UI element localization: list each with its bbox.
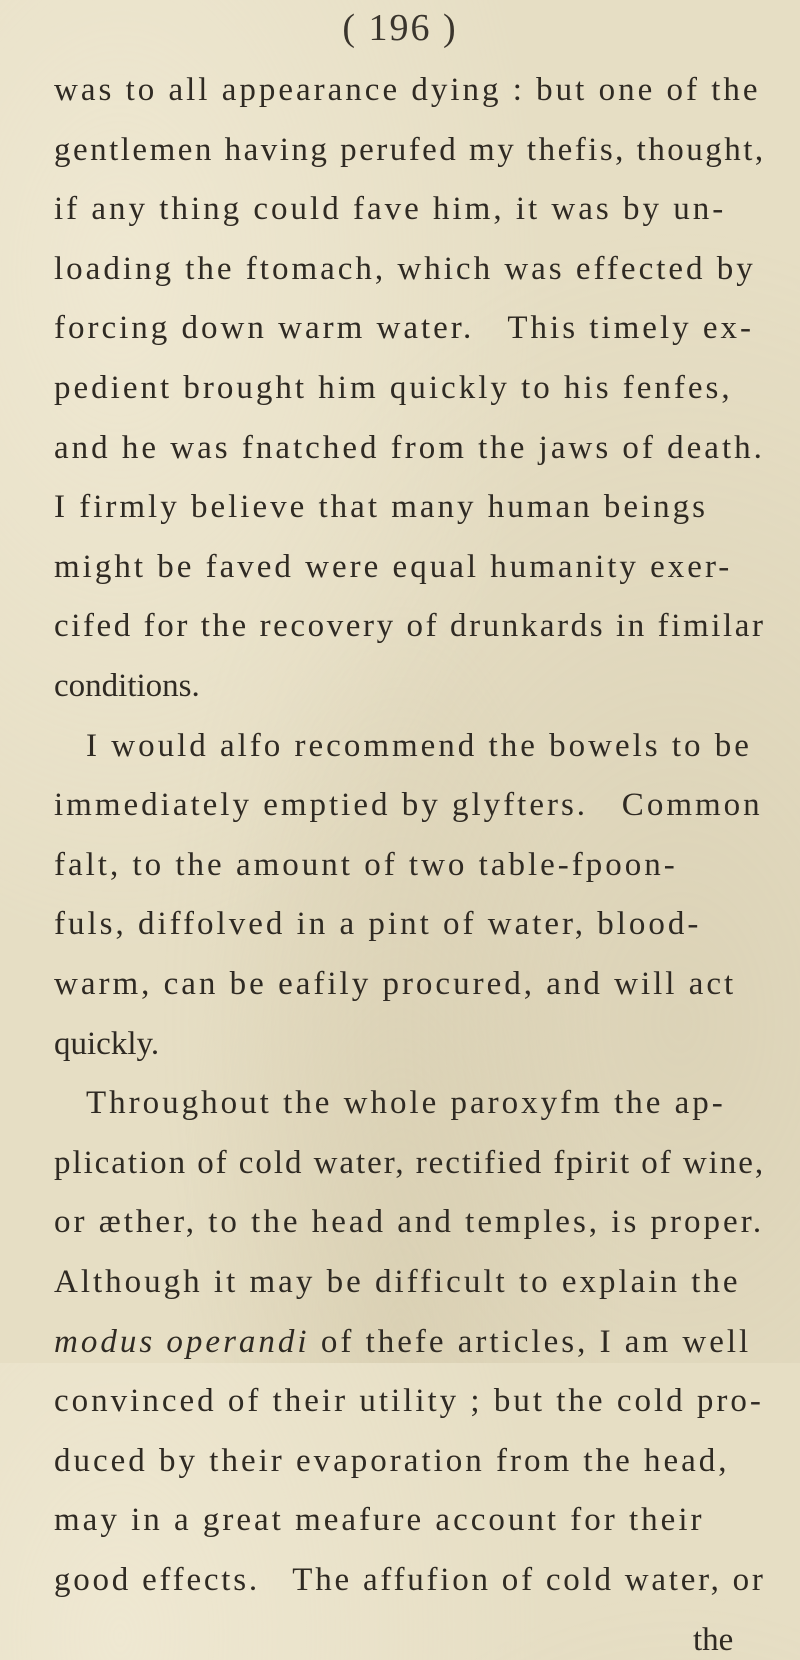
page-number: ( 196 ): [342, 7, 458, 49]
text-line-17: quickly.: [54, 1026, 160, 1062]
text-line-19: plication of cold water, rectified fpirit of wine,: [54, 1145, 766, 1181]
text-line-27: the: [693, 1622, 734, 1658]
text-line-14: falt, to the amount of two table-fpoon-: [54, 847, 678, 883]
text-line-5: forcing down warm water. This timely ex-: [54, 310, 755, 346]
text-line-23: convinced of their utility ; but the cold pro-: [54, 1383, 764, 1419]
text-line-8: I firmly believe that many human beings: [54, 489, 709, 525]
text-line-11: conditions.: [54, 668, 200, 704]
text-line-4: loading the ftomach, which was effected by: [54, 251, 756, 287]
text-line-26: good effects. The affufion of cold water, or: [54, 1562, 766, 1598]
text-line-16: warm, can be eafily procured, and will act: [54, 966, 737, 1002]
text-line-9: might be faved were equal humanity exer-: [54, 549, 733, 585]
text-line-12: I would alfo recommend the bowels to be: [86, 728, 752, 764]
text-line-13: immediately emptied by glyfters. Common: [54, 787, 763, 823]
text-line-2: gentlemen having perufed my thefis, thought,: [54, 132, 766, 168]
text-line-6: pedient brought him quickly to his fenfes,: [54, 370, 733, 406]
text-line-25: may in a great meafure account for their: [54, 1502, 705, 1538]
text-line-20: or æther, to the head and temples, is proper.: [54, 1204, 765, 1240]
text-line-15: fuls, diffolved in a pint of water, blood-: [54, 906, 702, 942]
text-line-22: modus operandi of thefe articles, I am well: [54, 1324, 752, 1360]
text-line-21: Although it may be difficult to explain the: [54, 1264, 741, 1300]
text-line-10: cifed for the recovery of drunkards in fimilar: [54, 608, 766, 644]
text-line-3: if any thing could fave him, it was by un-: [54, 191, 727, 227]
text-line-18: Throughout the whole paroxyfm the ap-: [86, 1085, 726, 1121]
italic-phrase: modus operandi: [54, 1324, 310, 1360]
text-line-7: and he was fnatched from the jaws of death.: [54, 430, 765, 466]
text-line-1: was to all appearance dying : but one of the: [54, 72, 761, 108]
text-line-24: duced by their evaporation from the head,: [54, 1443, 730, 1479]
